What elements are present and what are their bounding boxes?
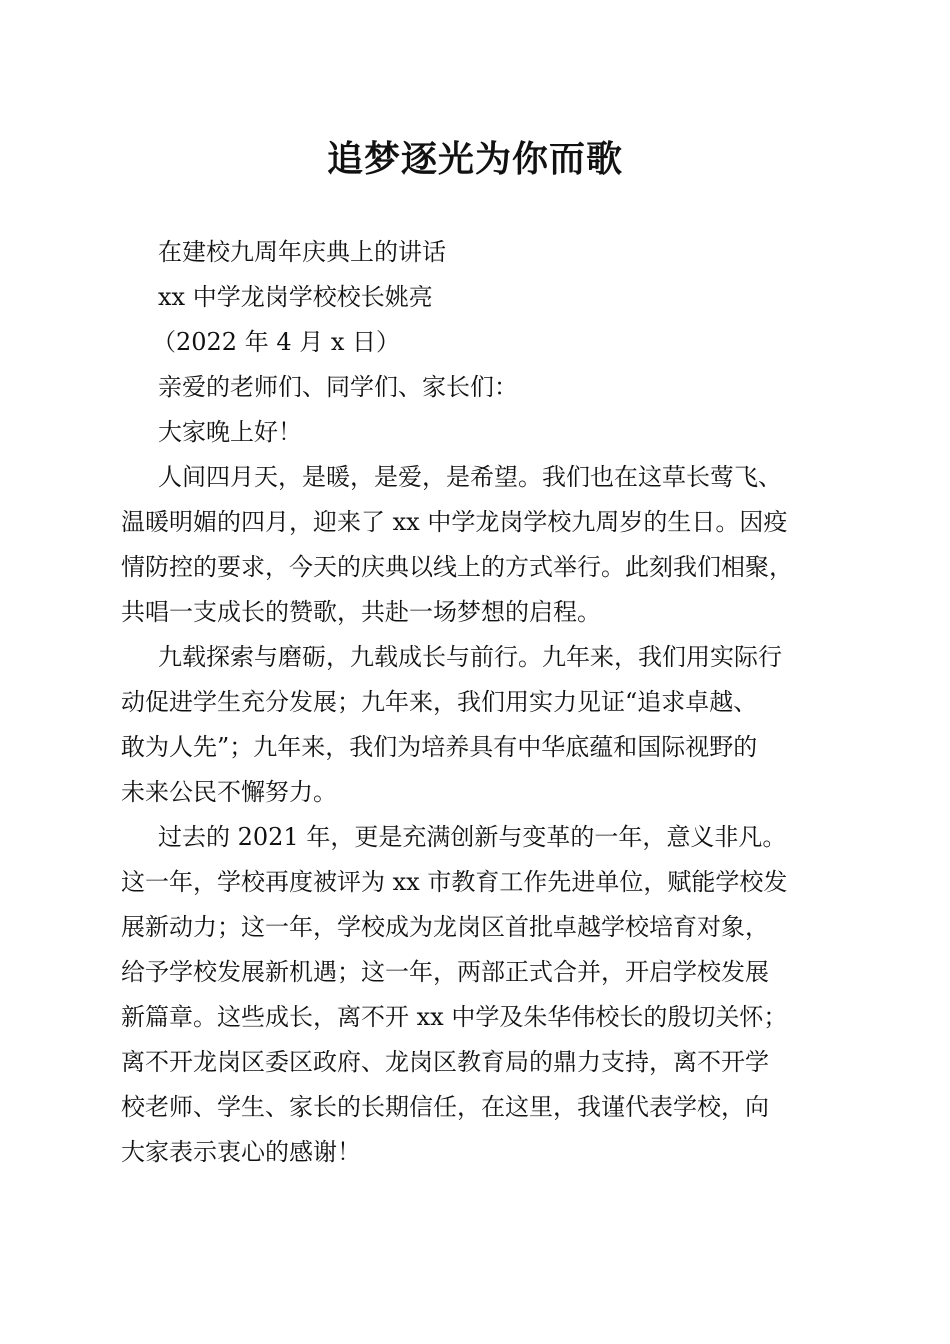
paragraph-3: [121, 815, 833, 1175]
document-body: [121, 230, 833, 1175]
speech-subtitle: 在建校九周年庆典上的讲话: [158, 238, 446, 266]
paragraph-line: 离不开龙岗区委区政府、龙岗区教育局的鼎力支持，离不开学: [121, 1048, 769, 1076]
speaker-line: xx 中学龙岗学校校长姚亮: [158, 283, 433, 311]
paragraph-2: [121, 635, 833, 815]
paragraph-line: 动促进学生充分发展；九年来，我们用实力见证“追求卓越、: [121, 688, 758, 716]
paragraph-1: [121, 455, 833, 635]
paragraph-line: 新篇章。这些成长，离不开 xx 中学及朱华伟校长的殷切关怀；: [121, 1003, 788, 1031]
paragraph-line: 过去的 2021 年，更是充满创新与变革的一年，意义非凡。: [158, 823, 787, 851]
paragraph-line: 这一年，学校再度被评为 xx 市教育工作先进单位，赋能学校发: [121, 868, 788, 896]
greeting-hello: 大家晚上好！: [158, 418, 302, 446]
date-line: （2022 年 4 月 x 日）: [152, 328, 401, 356]
paragraph-line: 给予学校发展新机遇；这一年，两部正式合并，开启学校发展: [121, 958, 769, 986]
document-title: 追梦逐光为你而歌: [326, 138, 623, 180]
paragraph-line: 未来公民不懈努力。: [121, 778, 337, 806]
paragraph-line: 敢为人先”；九年来，我们为培养具有中华底蕴和国际视野的: [121, 733, 758, 761]
paragraph-line: 人间四月天，是暖，是爱，是希望。我们也在这草长莺飞、: [158, 463, 782, 491]
paragraph-line: 展新动力；这一年，学校成为龙岗区首批卓越学校培育对象，: [121, 913, 769, 941]
paragraph-line: 共唱一支成长的赞歌，共赴一场梦想的启程。: [121, 598, 601, 626]
salutation: 亲爱的老师们、同学们、家长们：: [158, 373, 518, 401]
paragraph-line: 九载探索与磨砺，九载成长与前行。九年来，我们用实际行: [158, 643, 782, 671]
paragraph-line: 大家表示衷心的感谢！: [121, 1138, 361, 1166]
paragraph-line: 校老师、学生、家长的长期信任，在这里，我谨代表学校，向: [121, 1093, 769, 1121]
paragraph-line: 温暖明媚的四月，迎来了 xx 中学龙岗学校九周岁的生日。因疫: [121, 508, 788, 536]
paragraph-line: 情防控的要求，今天的庆典以线上的方式举行。此刻我们相聚，: [121, 553, 793, 581]
